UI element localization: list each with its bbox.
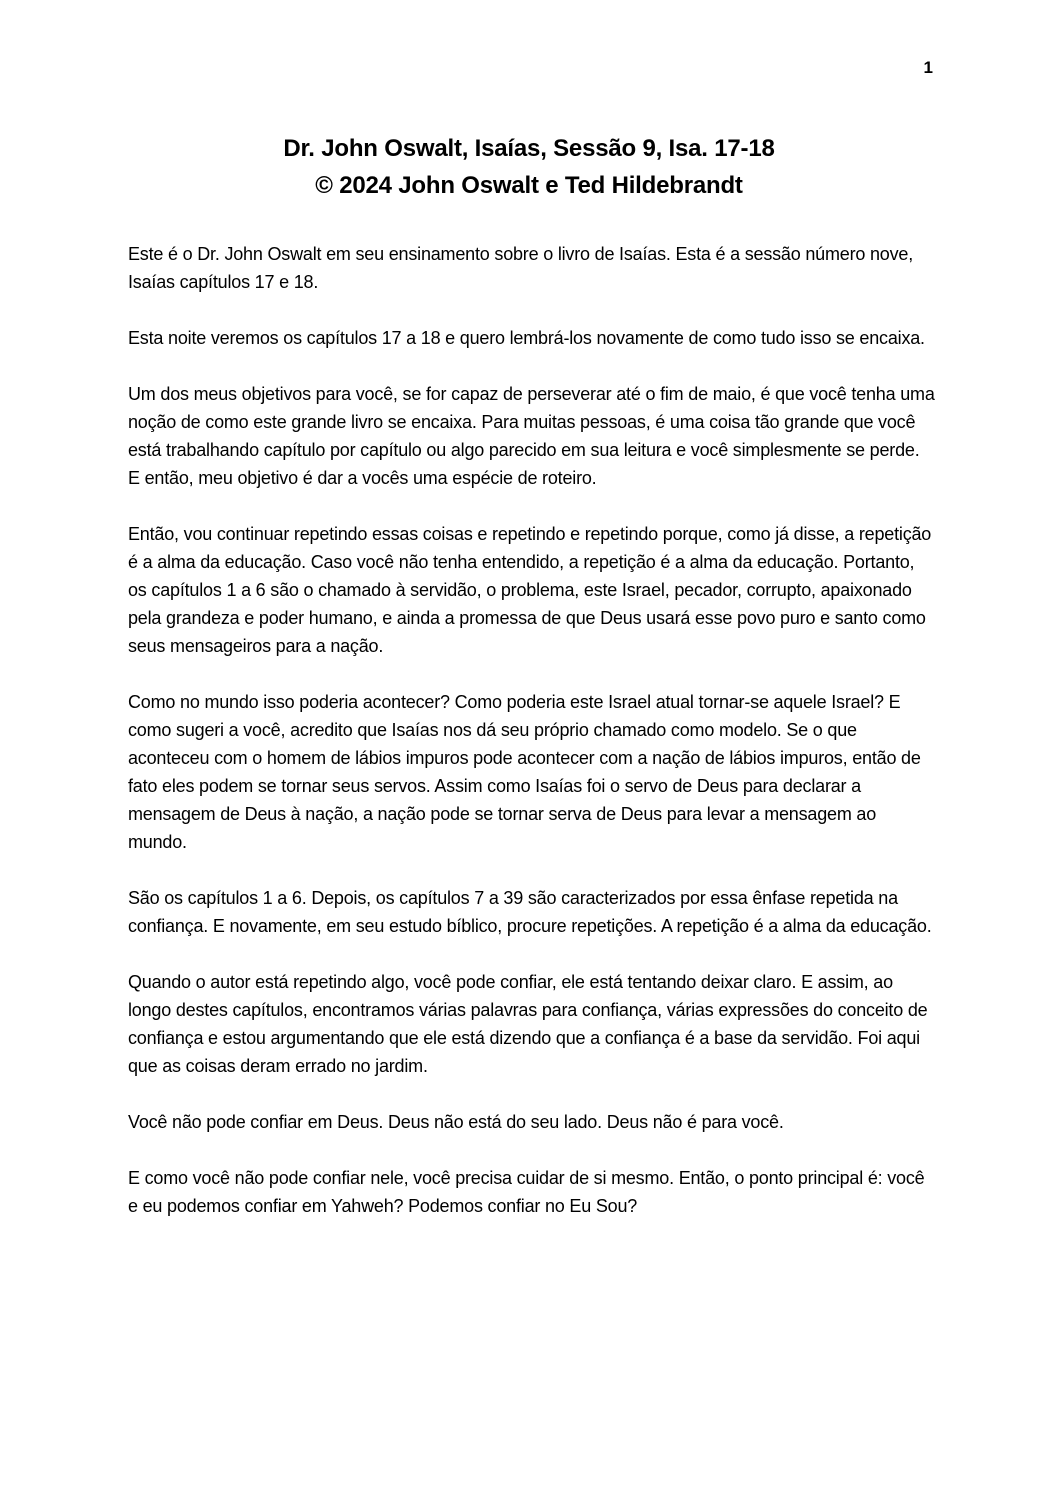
page-number: 1	[923, 58, 933, 77]
title-block	[0, 0, 1058, 204]
paragraph: Você não pode confiar em Deus. Deus não está do seu lado. Deus não é para você.	[128, 1112, 784, 1132]
document-body	[128, 240, 935, 1220]
paragraph: São os capítulos 1 a 6. Depois, os capítulos 7 a 39 são caracterizados por essa ênfase repetida na confiança. E novamente, em seu estudo bíblico, procure repetições. A repetição é a alma da educação.	[128, 888, 932, 936]
document-copyright: © 2024 John Oswalt e Ted Hildebrandt	[315, 172, 743, 199]
paragraph: Esta noite veremos os capítulos 17 a 18 e quero lembrá-los novamente de como tudo isso se encaixa.	[128, 328, 925, 348]
document-title: Dr. John Oswalt, Isaías, Sessão 9, Isa. 17-18	[283, 135, 775, 162]
paragraph: Como no mundo isso poderia acontecer? Como poderia este Israel atual tornar-se aquele Israel? E como sugeri a você, acredito que Isaías nos dá seu próprio chamado como modelo. Se o que aconteceu com o homem de lábios impuros pode acontecer com a nação de lábios impuros, então de fato eles podem se tornar seus servos. Assim como Isaías foi o servo de Deus para declarar a mensagem de Deus à nação, a nação pode se tornar serva de Deus para levar a mensagem ao mundo.	[128, 692, 921, 852]
paragraph: E como você não pode confiar nele, você precisa cuidar de si mesmo. Então, o ponto principal é: você e eu podemos confiar em Yahweh? Podemos confiar no Eu Sou?	[128, 1168, 925, 1216]
paragraph: Este é o Dr. John Oswalt em seu ensinamento sobre o livro de Isaías. Esta é a sessão número nove, Isaías capítulos 17 e 18.	[128, 244, 914, 292]
paragraph: Quando o autor está repetindo algo, você pode confiar, ele está tentando deixar claro. E assim, ao longo destes capítulos, encontramos várias palavras para confiança, várias expressões do conceito de confiança e estou argumentando que ele está dizendo que a confiança é a base da servidão. Foi aqui que as coisas deram errado no jardim.	[128, 972, 928, 1076]
paragraph: Um dos meus objetivos para você, se for capaz de perseverar até o fim de maio, é que você tenha uma noção de como este grande livro se encaixa. Para muitas pessoas, é uma coisa tão grande que você está trabalhando capítulo por capítulo ou algo parecido em sua leitura e você simplesmente se perde. E então, meu objetivo é dar a vocês uma espécie de roteiro.	[128, 384, 935, 488]
paragraph: Então, vou continuar repetindo essas coisas e repetindo e repetindo porque, como já disse, a repetição é a alma da educação. Caso você não tenha entendido, a repetição é a alma da educação. Portanto, os capítulos 1 a 6 são o chamado à servidão, o problema, este Israel, pecador, corrupto, apaixonado pela grandeza e poder humano, e ainda a promessa de que Deus usará esse povo puro e santo como seus mensageiros para a nação.	[128, 524, 932, 656]
